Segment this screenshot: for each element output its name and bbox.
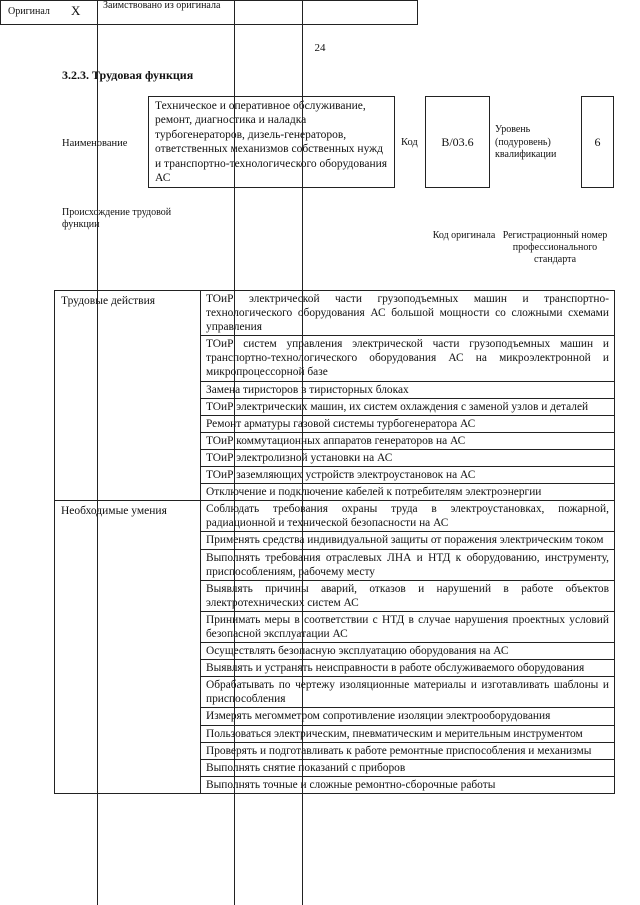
function-content-table: [54, 290, 615, 794]
skill-item: Выявлять причины аварий, отказов и нарушений в работе объектов электротехнических систем АС: [201, 580, 615, 611]
skill-item: Осуществлять безопасную эксплуатацию оборудования на АС: [201, 643, 615, 660]
original-label: Оригинал: [8, 6, 50, 17]
name-label: Наименование: [62, 138, 128, 149]
origin-label: Происхождение трудовой функции: [62, 207, 172, 230]
skill-item: Выполнять точные и сложные ремонтно-сборочные работы: [201, 776, 615, 793]
reg-number-caption: Регистрационный номер профессионального стандарта: [502, 230, 608, 265]
page-number: 24: [314, 42, 326, 54]
skill-item: Принимать меры в соответствии с НТД в случае нарушения проектных условий безопасной эксплуатации АС: [201, 611, 615, 642]
skill-item: Соблюдать требования охраны труда в электроустановках, пожарной, радиационной и технической безопасности на АС: [201, 501, 615, 532]
code-label: Код: [401, 137, 418, 148]
code-original-caption: Код оригинала: [432, 230, 496, 241]
labor-action-item: ТОиР коммутационных аппаратов генераторов на АС: [201, 432, 615, 449]
function-code-value: B/03.6: [441, 134, 474, 149]
skill-item: Пользоваться электрическим, пневматическим и мерительным инструментом: [201, 725, 615, 742]
labor-action-item: ТОиР систем управления электрической части грузоподъемных машин и транспортно-технологического оборудования АС на микроэлектронной и микропроцессорной базе: [201, 336, 615, 381]
section-title: 3.2.3. Трудовая функция: [62, 68, 194, 82]
skill-item: Выявлять и устранять неисправности в работе обслуживаемого оборудования: [201, 660, 615, 677]
labor-actions-heading: Трудовые действия: [55, 291, 201, 501]
labor-action-item: Ремонт арматуры газовой системы турбогенератора АС: [201, 415, 615, 432]
origin-row: [0, 0, 418, 25]
skill-item: Проверять и подготавливать к работе ремонтные приспособления и механизмы: [201, 742, 615, 759]
level-value: 6: [594, 134, 601, 149]
borrowed-label: Заимствовано из оригинала: [103, 0, 221, 11]
function-code-box: [425, 96, 490, 188]
table-row: [55, 291, 615, 336]
labor-action-item: ТОиР электрической части грузоподъемных машин и транспортно-технологического оборудования АС большой мощности со сложными схемами управления: [201, 291, 615, 336]
skill-item: Выполнять снятие показаний с приборов: [201, 759, 615, 776]
skill-item: Обрабатывать по чертежу изоляционные материалы и изготавливать шаблоны и приспособления: [201, 677, 615, 708]
labor-action-item: ТОиР электрических машин, их систем охлаждения с заменой узлов и деталей: [201, 398, 615, 415]
skill-item: Применять средства индивидуальной защиты от поражения электрическим током: [201, 532, 615, 549]
level-label: Уровень (подуровень) квалификации: [495, 124, 557, 160]
skill-item: Выполнять требования отраслевых ЛНА и НТД к оборудованию, инструменту, приспособлениям, рабочему месту: [201, 549, 615, 580]
table-row: [55, 501, 615, 532]
labor-action-item: Отключение и подключение кабелей к потребителям электроэнергии: [201, 484, 615, 501]
labor-action-item: ТОиР заземляющих устройств электроустановок на АС: [201, 467, 615, 484]
labor-action-item: Замена тиристоров в тиристорных блоках: [201, 381, 615, 398]
function-name-value: Техническое и оперативное обслуживание, ремонт, диагностика и наладка турбогенераторов, дизель-генераторов, ответственных механизмов собственных нужд и транспортно-технологического оборудования АС: [155, 100, 388, 185]
labor-action-item: ТОиР электролизной установки на АС: [201, 449, 615, 466]
skill-item: Измерять мегомметром сопротивление изоляции электрооборудования: [201, 708, 615, 725]
skills-heading: Необходимые умения: [55, 501, 201, 794]
original-mark: X: [71, 3, 81, 18]
level-box: [581, 96, 614, 188]
